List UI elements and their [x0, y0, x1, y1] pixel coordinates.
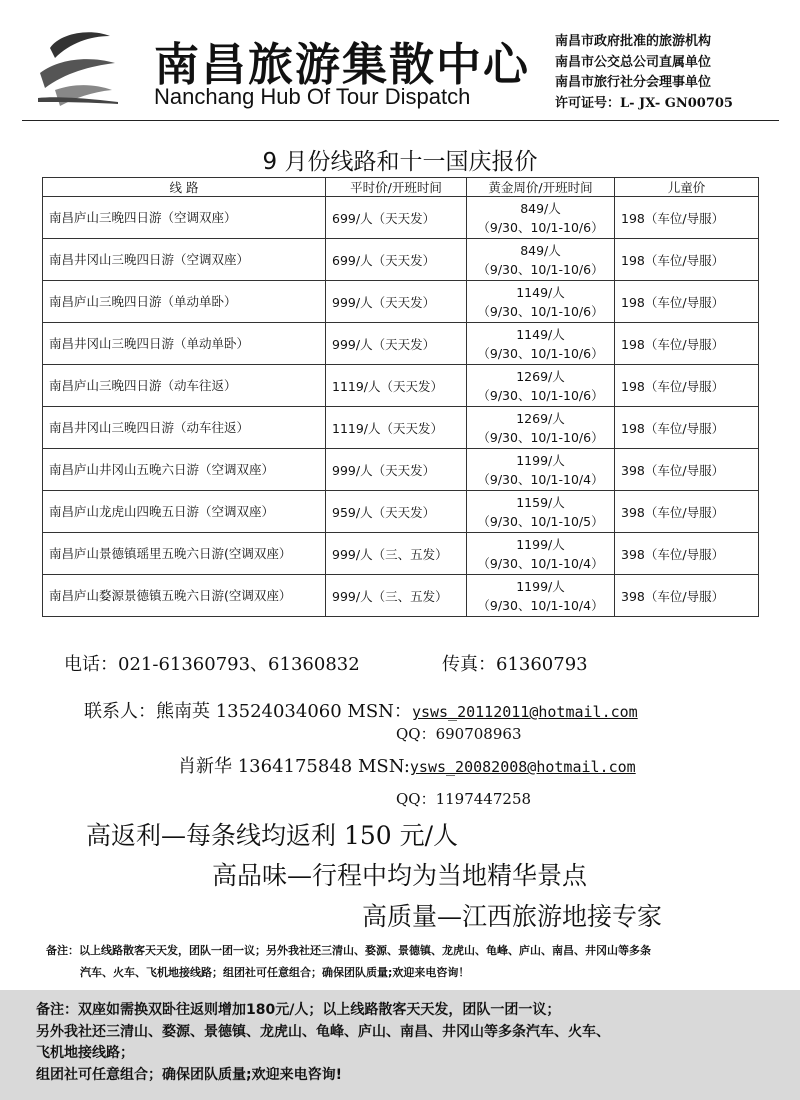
golden-price: 1269/人: [516, 410, 565, 426]
table-row: [43, 197, 759, 239]
route-name: 南昌庐山龙虎山四晚五日游（空调双座）: [43, 491, 326, 533]
child-price: 198（车位/导服）: [615, 281, 759, 323]
slogan-quality-sights: 高品味—行程中均为当地精华景点: [212, 861, 588, 890]
remarks-line: 汽车、火车、飞机地接线路；组团社可任意组合；确保团队质量;欢迎来电咨询！: [80, 966, 470, 979]
golden-price: 1149/人: [516, 326, 565, 342]
golden-price: 1199/人: [516, 452, 565, 468]
route-name: 南昌井冈山三晚四日游（空调双座）: [43, 239, 326, 281]
child-price: 398（车位/导服）: [615, 575, 759, 617]
contact-person-2: [178, 752, 636, 778]
contact-person-2-info: 肖新华 1364175848 MSN:: [178, 756, 410, 777]
company-credentials: [555, 32, 733, 114]
weekday-price: 999/人（三、五发）: [326, 533, 467, 575]
credential-line: 南昌市旅行社分会理事单位: [555, 75, 712, 90]
table-row: [43, 575, 759, 617]
remarks: [46, 940, 776, 984]
golden-week-price: [467, 449, 615, 491]
weekday-price: 999/人（天天发）: [326, 449, 467, 491]
child-price: 198（车位/导服）: [615, 365, 759, 407]
child-price: 198（车位/导服）: [615, 407, 759, 449]
child-price: 198（车位/导服）: [615, 323, 759, 365]
golden-price: 1199/人: [516, 536, 565, 552]
phone-number: 电话：021-61360793、61360832: [64, 654, 360, 675]
route-name: 南昌庐山三晚四日游（空调双座）: [43, 197, 326, 239]
footer-remarks: [36, 1000, 610, 1086]
weekday-price: 999/人（天天发）: [326, 281, 467, 323]
golden-week-price: [467, 281, 615, 323]
footer-remarks-panel: [0, 990, 800, 1100]
golden-price: 849/人: [520, 200, 561, 216]
fax-number: 传真：61360793: [442, 654, 588, 675]
footer-line: 备注：双座如需换双卧往返则增加180元/人；以上线路散客天天发，团队一团一议；: [36, 1002, 561, 1018]
weekday-price: 999/人（三、五发）: [326, 575, 467, 617]
table-row: [43, 491, 759, 533]
golden-dates: （9/30、10/1-10/6）: [477, 303, 604, 319]
golden-dates: （9/30、10/1-10/4）: [477, 597, 604, 613]
golden-dates: （9/30、10/1-10/4）: [477, 471, 604, 487]
table-header-row: [43, 178, 759, 197]
company-name-en: Nanchang Hub Of Tour Dispatch: [154, 84, 471, 109]
golden-week-price: [467, 407, 615, 449]
golden-dates: （9/30、10/1-10/6）: [477, 261, 604, 277]
weekday-price: 1119/人（天天发）: [326, 407, 467, 449]
route-name: 南昌庐山三晚四日游（动车往返）: [43, 365, 326, 407]
route-name: 南昌庐山井冈山五晚六日游（空调双座）: [43, 449, 326, 491]
golden-week-price: [467, 197, 615, 239]
golden-week-price: [467, 239, 615, 281]
golden-dates: （9/30、10/1-10/6）: [477, 429, 604, 445]
golden-week-price: [467, 491, 615, 533]
contact-person-1-email[interactable]: ysws_20112011@hotmail.com: [411, 703, 638, 721]
table-row: [43, 239, 759, 281]
child-price: 198（车位/导服）: [615, 239, 759, 281]
weekday-price: 699/人（天天发）: [326, 197, 467, 239]
slogan-local-expert: 高质量—江西旅游地接专家: [362, 902, 663, 931]
golden-dates: （9/30、10/1-10/4）: [477, 555, 604, 571]
contact-person-2-qq: QQ：1197447258: [396, 790, 532, 808]
table-row: [43, 407, 759, 449]
golden-dates: （9/30、10/1-10/6）: [477, 387, 604, 403]
child-price: 398（车位/导服）: [615, 491, 759, 533]
weekday-price: 1119/人（天天发）: [326, 365, 467, 407]
table-row: [43, 533, 759, 575]
child-price: 398（车位/导服）: [615, 533, 759, 575]
contact-person-1-qq: QQ：690708963: [396, 725, 522, 743]
contact-person-1: [84, 697, 638, 723]
header-route: 线 路: [43, 178, 326, 197]
credential-line: 南昌市政府批准的旅游机构: [555, 34, 712, 49]
header-child-price: 儿童价: [615, 178, 759, 197]
golden-dates: （9/30、10/1-10/6）: [477, 345, 604, 361]
golden-dates: （9/30、10/1-10/5）: [477, 513, 604, 529]
price-table: [42, 177, 759, 617]
route-name: 南昌井冈山三晚四日游（动车往返）: [43, 407, 326, 449]
table-row: [43, 449, 759, 491]
weekday-price: 959/人（天天发）: [326, 491, 467, 533]
golden-price: 1149/人: [516, 284, 565, 300]
slogan-rebate: 高返利—每条线均返利 150 元/人: [86, 821, 459, 850]
contact-person-1-info: 联系人：熊南英 13524034060 MSN：: [84, 701, 412, 722]
weekday-price: 999/人（天天发）: [326, 323, 467, 365]
table-row: [43, 323, 759, 365]
golden-price: 1159/人: [516, 494, 565, 510]
credential-line: 南昌市公交总公司直属单位: [555, 54, 712, 70]
bird-logo-icon: [30, 28, 120, 110]
remarks-line: 备注：以上线路散客天天发，团队一团一议；另外我社还三清山、婺源、景德镇、龙虎山、龟峰、庐山、南昌、井冈山等多条: [46, 944, 651, 957]
route-name: 南昌庐山三晚四日游（单动单卧）: [43, 281, 326, 323]
footer-line: 组团社可任意组合；确保团队质量;欢迎来电咨询!: [36, 1066, 342, 1083]
header-weekday-price: 平时价/开班时间: [326, 178, 467, 197]
header-golden-week-price: 黄金周价/开班时间: [467, 178, 615, 197]
contact-person-2-email[interactable]: ysws_20082008@hotmail.com: [409, 758, 636, 776]
footer-line: 飞机地接线路；: [36, 1045, 134, 1061]
golden-week-price: [467, 365, 615, 407]
golden-dates: （9/30、10/1-10/6）: [477, 219, 604, 235]
golden-week-price: [467, 575, 615, 617]
route-name: 南昌庐山婺源景德镇五晚六日游(空调双座）: [43, 575, 326, 617]
footer-line: 另外我社还三清山、婺源、景德镇、龙虎山、龟峰、庐山、南昌、井冈山等多条汽车、火车、: [36, 1023, 610, 1040]
license-number: 许可证号：L- JX- GN00705: [555, 95, 733, 111]
golden-price: 1199/人: [516, 578, 565, 594]
header: [22, 22, 779, 121]
golden-price: 1269/人: [516, 368, 565, 384]
child-price: 398（车位/导服）: [615, 449, 759, 491]
company-name-cn: 南昌旅游集散中心: [154, 38, 531, 91]
golden-price: 849/人: [520, 242, 561, 258]
route-name: 南昌庐山景德镇瑶里五晚六日游(空调双座）: [43, 533, 326, 575]
child-price: 198（车位/导服）: [615, 197, 759, 239]
table-row: [43, 281, 759, 323]
golden-week-price: [467, 533, 615, 575]
weekday-price: 699/人（天天发）: [326, 239, 467, 281]
golden-week-price: [467, 323, 615, 365]
page-title: 9 月份线路和十一国庆报价: [262, 149, 538, 175]
table-row: [43, 365, 759, 407]
route-name: 南昌井冈山三晚四日游（单动单卧）: [43, 323, 326, 365]
